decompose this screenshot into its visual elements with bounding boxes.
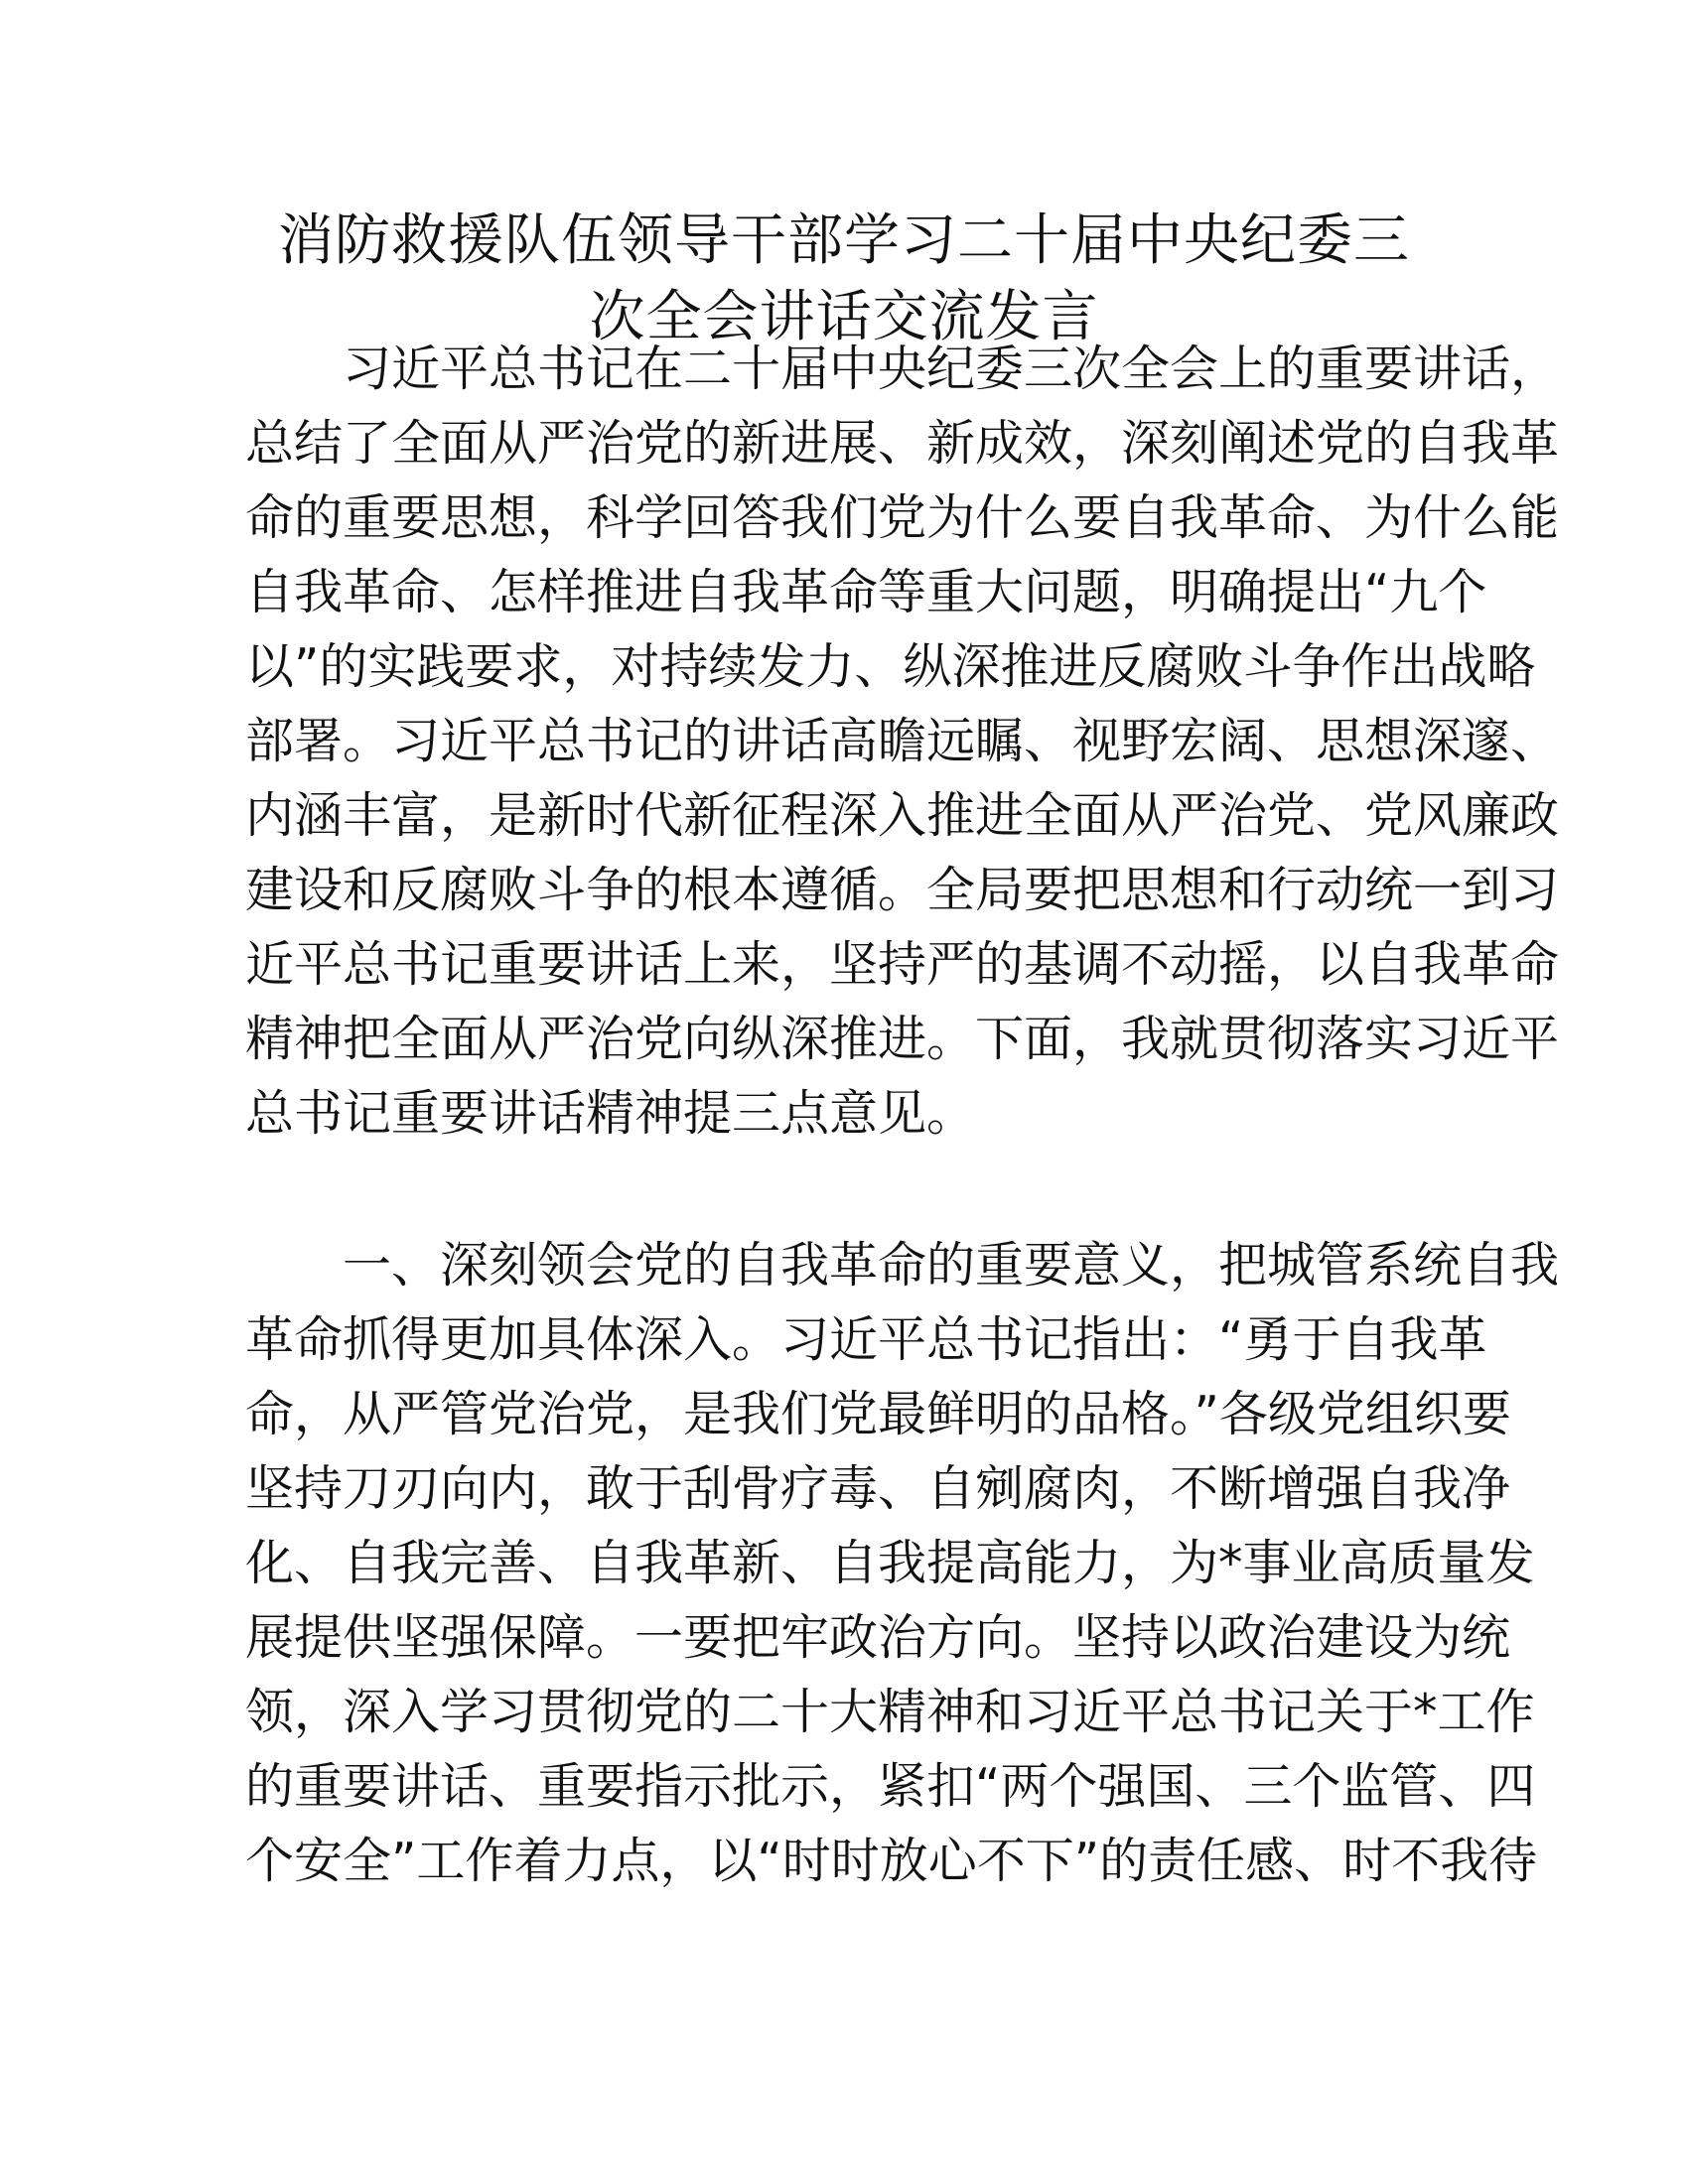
text-line: 的重要讲话、重要指示批示，紧扣“两个强国、三个监管、四 bbox=[245, 1758, 1536, 1815]
text-line: 革命抓得更加具体深入。习近平总书记指出：“勇于自我革 bbox=[245, 1311, 1487, 1368]
text-line: 命，从严管党治党，是我们党最鲜明的品格。”各级党组织要 bbox=[245, 1386, 1511, 1442]
text-line: 近平总书记重要讲话上来，坚持严的基调不动摇，以自我革命 bbox=[245, 936, 1560, 993]
text-line: 精神把全面从严治党向纵深推进。下面，我就贯彻落实习近平 bbox=[245, 1011, 1560, 1067]
text-line: 展提供坚强保障。一要把牢政治方向。坚持以政治建设为统 bbox=[245, 1609, 1511, 1666]
text-line: 命的重要思想，科学回答我们党为什么要自我革命、为什么能 bbox=[245, 489, 1560, 546]
text-line: 一、深刻领会党的自我革命的重要意义，把城管系统自我 bbox=[343, 1237, 1560, 1294]
text-line: 习近平总书记在二十届中央纪委三次全会上的重要讲话， bbox=[343, 341, 1560, 397]
title-line: 次全会讲话交流发言 bbox=[589, 285, 1099, 349]
text-line: 内涵丰富，是新时代新征程深入推进全面从严治党、党风廉政 bbox=[245, 787, 1560, 844]
text-line: 领，深入学习贯彻党的二十大精神和习近平总书记关于*工作 bbox=[245, 1684, 1535, 1740]
text-line: 个安全”工作着力点，以“时时放心不下”的责任感、时不我待 bbox=[245, 1833, 1538, 1889]
text-line: 总书记重要讲话精神提三点意见。 bbox=[245, 1085, 976, 1142]
text-line: 自我革命、怎样推进自我革命等重大问题，明确提出“九个 bbox=[245, 564, 1487, 620]
text-line: 建设和反腐败斗争的根本遵循。全局要把思想和行动统一到习 bbox=[245, 862, 1560, 918]
text-line: 化、自我完善、自我革新、自我提高能力，为*事业高质量发 bbox=[245, 1535, 1535, 1591]
text-line: 坚持刀刃向内，敢于刮骨疗毒、自剜腐肉，不断增强自我净 bbox=[245, 1460, 1511, 1517]
text-line: 部署。习近平总书记的讲话高瞻远瞩、视野宏阔、思想深邃、 bbox=[245, 713, 1560, 769]
text-line: 以”的实践要求，对持续发力、纵深推进反腐败斗争作出战略 bbox=[245, 638, 1536, 695]
text-line: 总结了全面从严治党的新进展、新成效，深刻阐述党的自我革 bbox=[245, 415, 1560, 472]
title-line: 消防救援队伍领导干部学习二十届中央纪委三 bbox=[278, 208, 1410, 273]
